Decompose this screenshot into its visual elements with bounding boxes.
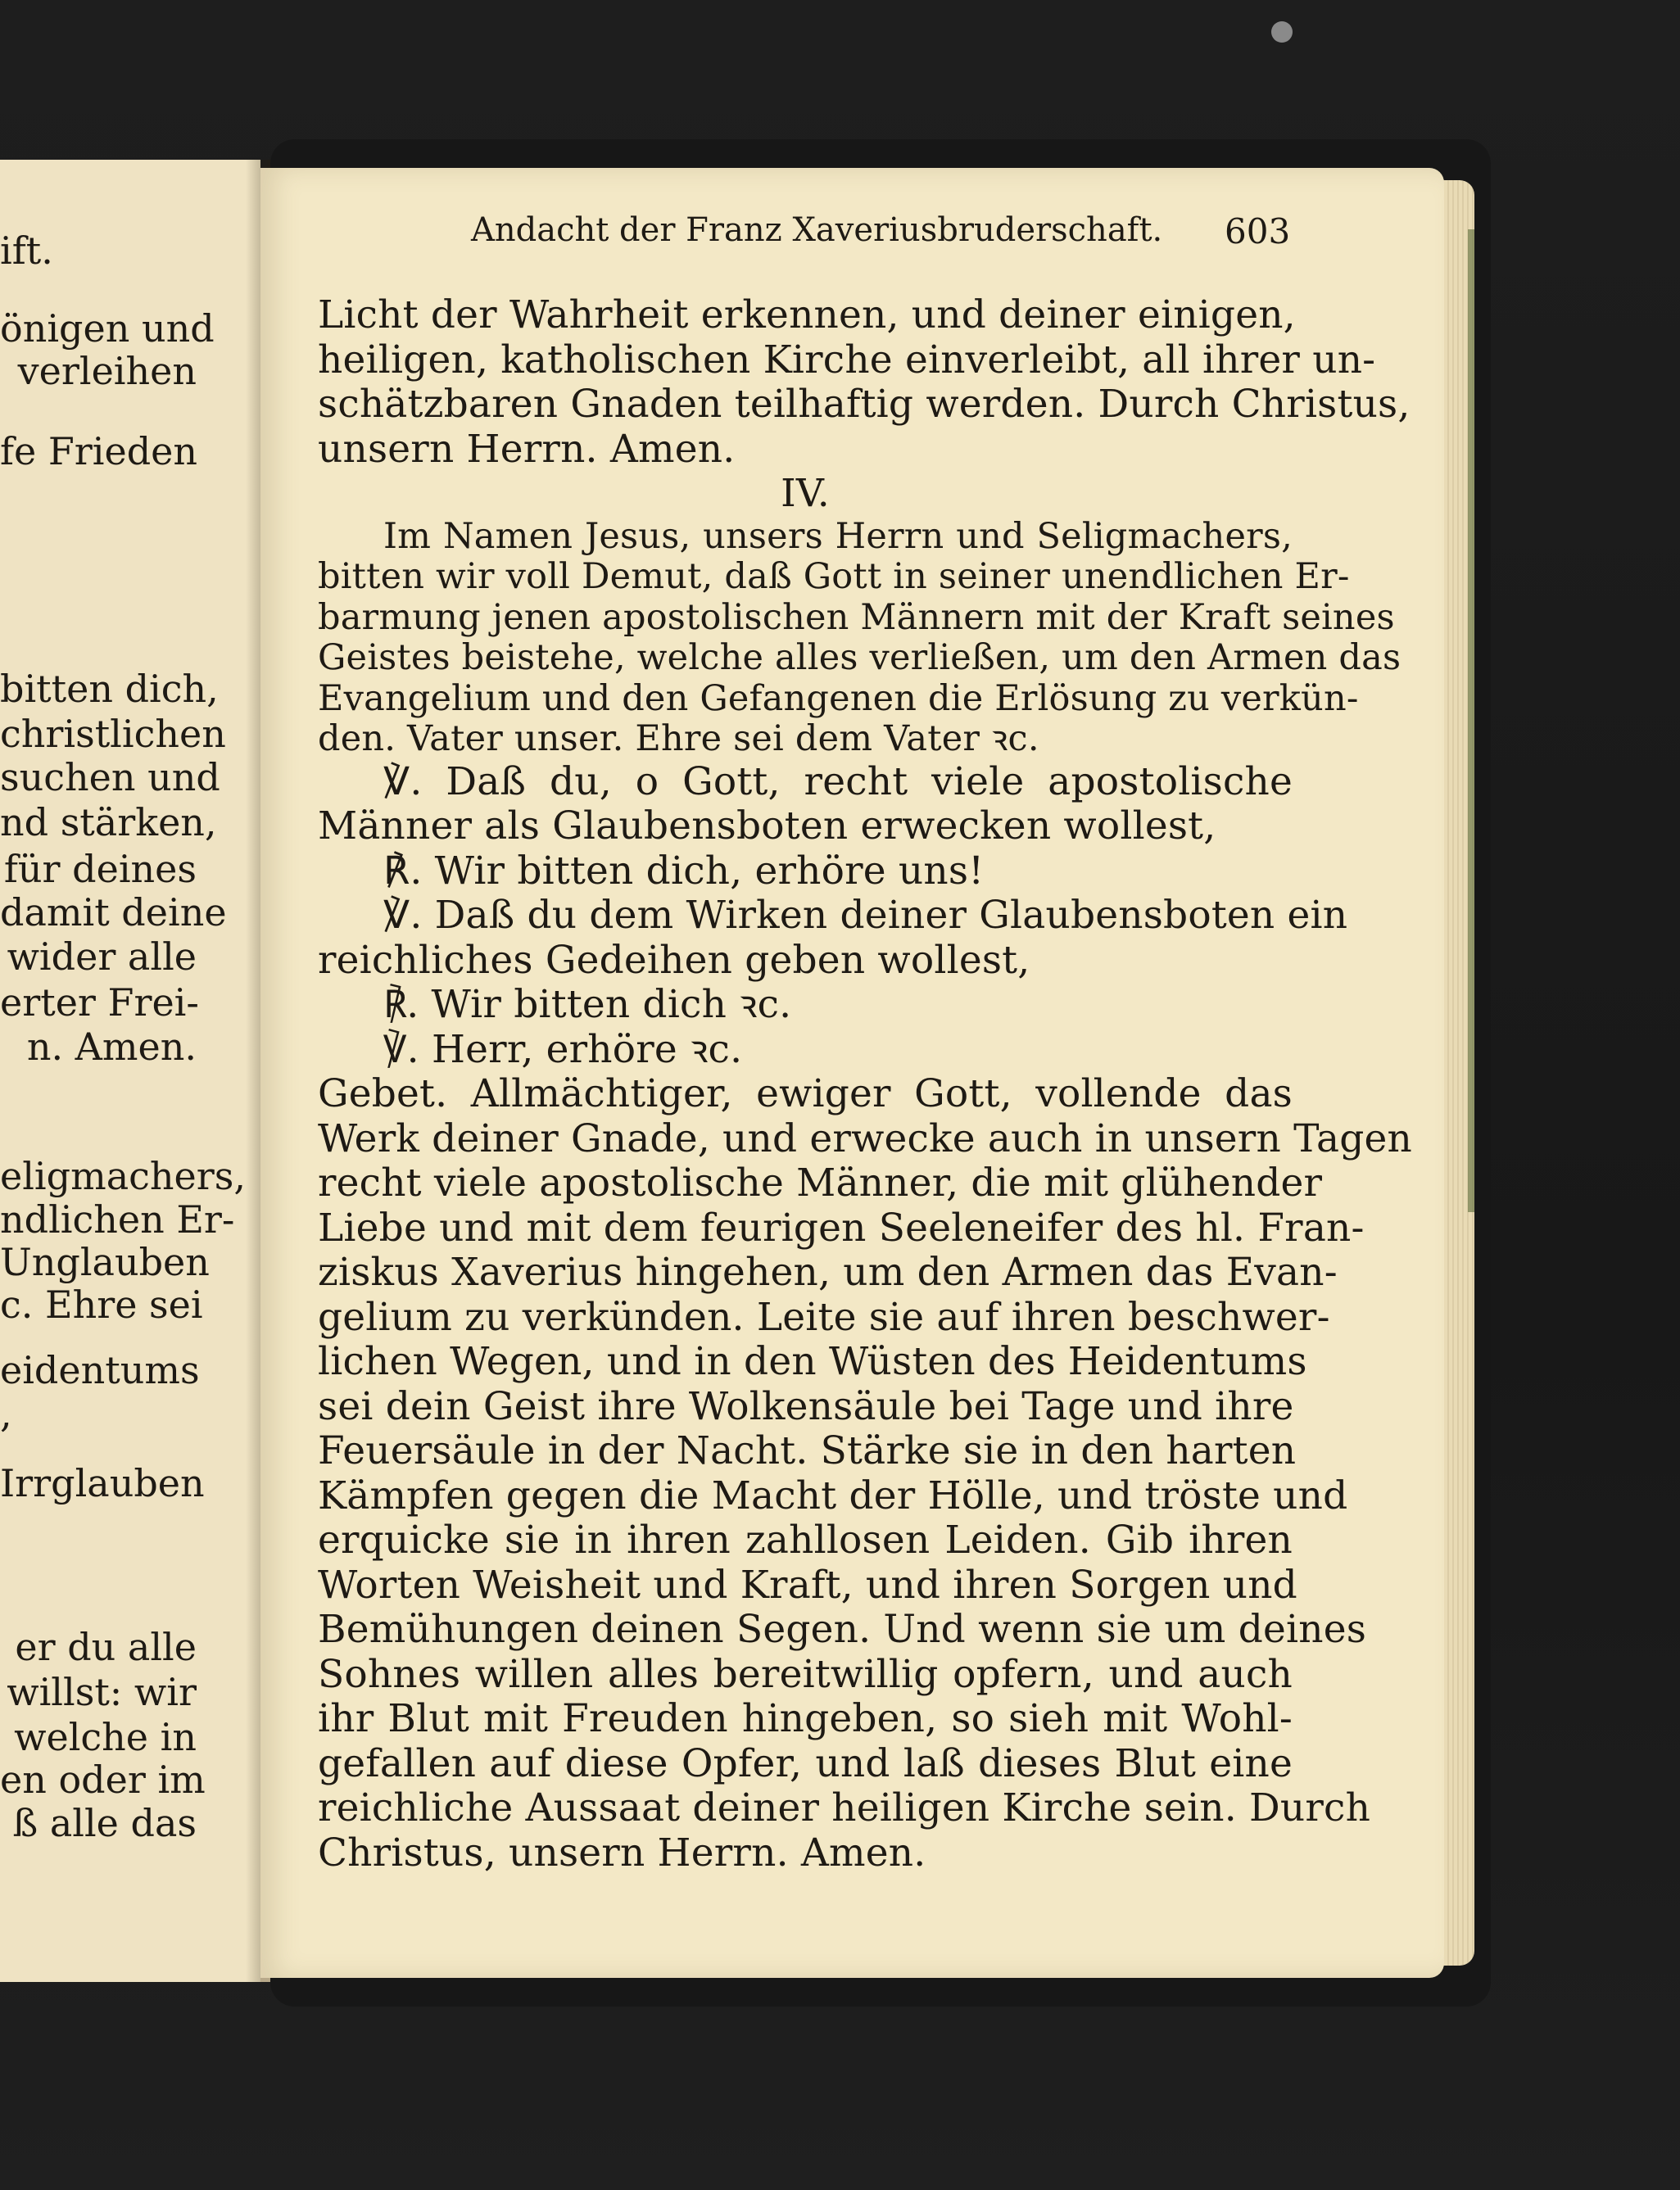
- left-page-line: christlichen: [0, 712, 226, 756]
- body-line: Sohnes willen alles bereitwillig opfern, und auch: [318, 1651, 1293, 1697]
- left-page-line: eidentums: [0, 1348, 200, 1392]
- body-line: ziskus Xaverius hingehen, um den Armen das Evan-: [318, 1250, 1338, 1295]
- left-page-line: willst: wir: [7, 1670, 197, 1714]
- body-line: gelium zu verkünden. Leite sie auf ihren beschwer-: [318, 1294, 1330, 1340]
- page-number: 603: [1225, 211, 1291, 251]
- left-page-line: er du alle: [15, 1625, 197, 1669]
- body-line: bitten wir voll Demut, daß Gott in seiner unendlichen Er-: [318, 556, 1350, 597]
- body-line: Gebet. Allmächtiger, ewiger Gott, vollende das: [318, 1071, 1293, 1116]
- body-line: Christus, unsern Herrn. Amen.: [318, 1830, 926, 1876]
- left-page-line: n. Amen.: [26, 1025, 197, 1069]
- left-page: [0, 160, 260, 1982]
- body-line: ihr Blut mit Freuden hingeben, so sieh mit Wohl-: [318, 1696, 1293, 1741]
- body-line: erquicke sie in ihren zahllosen Leiden. Gib ihren: [318, 1518, 1293, 1563]
- left-page-line: welche in: [14, 1715, 197, 1759]
- body-line: reichliche Aussaat deiner heiligen Kirche sein. Durch: [318, 1785, 1371, 1830]
- left-page-line: ift.: [0, 229, 53, 273]
- body-line: gefallen auf diese Opfer, und laß dieses Blut eine: [318, 1740, 1293, 1786]
- left-page-line: bitten dich,: [0, 667, 219, 711]
- left-page-line: en oder im: [0, 1758, 206, 1802]
- body-line: sei dein Geist ihre Wolkensäule bei Tage und ihre: [318, 1383, 1294, 1429]
- left-page-line: fe Frieden: [0, 429, 198, 473]
- left-page-line: Irrglauben: [0, 1461, 205, 1505]
- body-line: Liebe und mit dem feurigen Seeleneifer des hl. Fran-: [318, 1205, 1365, 1251]
- body-line: ℟. Wir bitten dich ꝛc.: [383, 982, 792, 1027]
- left-page-line: ndlichen Er-: [0, 1197, 235, 1242]
- body-line: ℣. Daß du dem Wirken deiner Glaubensboten ein: [383, 893, 1348, 938]
- body-line: ℣. Herr, erhöre ꝛc.: [383, 1026, 743, 1072]
- left-page-line: verleihen: [17, 349, 197, 393]
- left-page-line: damit deine: [0, 890, 227, 934]
- dust-speck: [1271, 21, 1293, 43]
- left-page-line: wider alle: [7, 934, 197, 979]
- body-line: Licht der Wahrheit erkennen, und deiner einigen,: [318, 292, 1296, 337]
- body-line: Im Namen Jesus, unsers Herrn und Seligmachers,: [383, 515, 1293, 557]
- body-line: Evangelium und den Gefangenen die Erlösung zu verkün-: [318, 677, 1359, 719]
- body-line: Bemühungen deinen Segen. Und wenn sie um deines: [318, 1607, 1367, 1652]
- body-line: Geistes beistehe, welche alles verließen, um den Armen das: [318, 637, 1402, 678]
- body-line: Werk deiner Gnade, und erwecke auch in unsern Tagen: [318, 1115, 1412, 1161]
- body-line: ℟. Wir bitten dich, erhöre uns!: [383, 848, 985, 894]
- body-line: Worten Weisheit und Kraft, und ihren Sorgen und: [318, 1562, 1297, 1608]
- left-page-line: c. Ehre sei: [0, 1283, 203, 1327]
- body-line: schätzbaren Gnaden teilhaftig werden. Durch Christus,: [318, 382, 1411, 427]
- left-page-text: [0, 160, 260, 1982]
- body-line: barmung jenen apostolischen Männern mit der Kraft seines: [318, 596, 1395, 638]
- running-title: Andacht der Franz Xaveriusbruderschaft.: [471, 211, 1163, 249]
- left-page-line: eligmachers,: [0, 1154, 246, 1198]
- left-page-line: für deines: [3, 847, 197, 891]
- body-line: ℣. Daß du, o Gott, recht viele apostolische: [383, 758, 1293, 804]
- body-line: den. Vater unser. Ehre sei dem Vater ꝛc.: [318, 718, 1039, 759]
- left-page-line: ß alle das: [12, 1801, 197, 1845]
- body-line: heiligen, katholischen Kirche einverleibt, all ihrer un-: [318, 337, 1376, 382]
- left-page-line: nd stärken,: [0, 800, 217, 844]
- body-line: lichen Wegen, und in den Wüsten des Heidentums: [318, 1339, 1307, 1384]
- left-page-line: Unglauben: [0, 1240, 210, 1284]
- body-line: reichliches Gedeihen geben wollest,: [318, 937, 1030, 983]
- left-page-line: önigen und: [0, 306, 215, 351]
- body-line: Feuersäule in der Nacht. Stärke sie in den harten: [318, 1428, 1297, 1473]
- left-page-line: erter Frei-: [0, 980, 199, 1025]
- page-edge-tint: [1468, 229, 1474, 1212]
- section-heading: IV.: [781, 471, 830, 516]
- body-line: Kämpfen gegen die Macht der Hölle, und tröste und: [318, 1473, 1348, 1518]
- body-line: Männer als Glaubensboten erwecken wollest,: [318, 803, 1216, 848]
- left-page-line: suchen und: [0, 755, 220, 799]
- page-body: [318, 292, 1412, 1876]
- body-line: unsern Herrn. Amen.: [318, 426, 736, 472]
- body-line: recht viele apostolische Männer, die mit glühender: [318, 1161, 1323, 1206]
- left-page-line: ,: [0, 1391, 12, 1436]
